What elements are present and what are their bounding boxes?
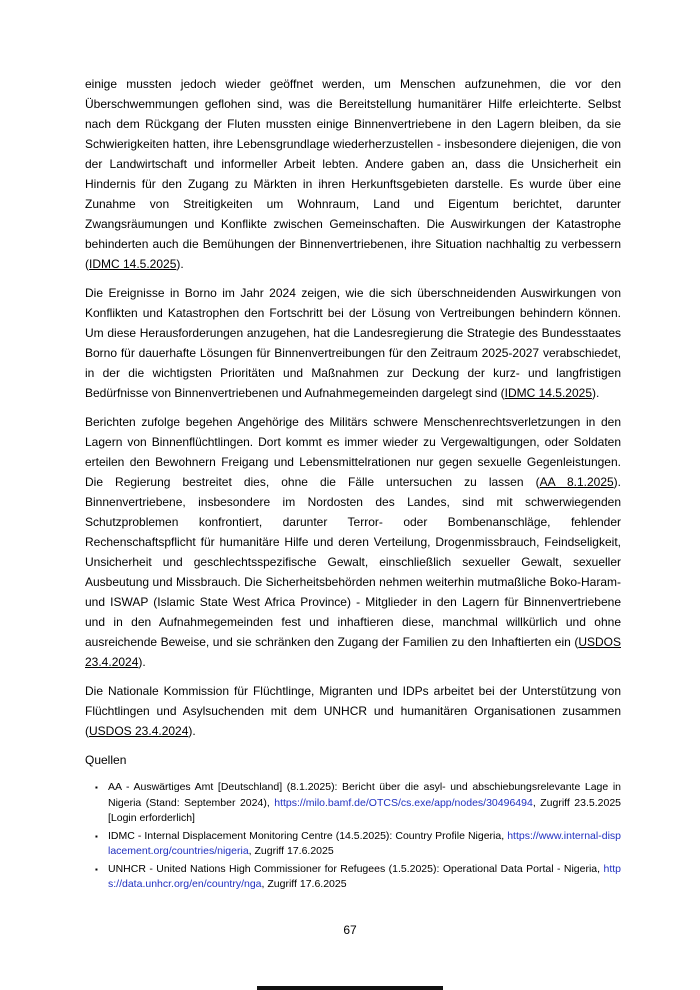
page-content bbox=[85, 74, 621, 895]
citation-link[interactable]: AA 8.1.2025 bbox=[539, 475, 614, 489]
paragraph: Die Nationale Kommission für Flüchtlinge, Migranten und IDPs arbeitet bei der Unterstützung von Flüchtlingen und Asylsuchenden mit dem UNHCR und humanitären Organisationen zusammen (USDOS 23.4.2024). bbox=[85, 684, 621, 738]
paragraph: einige mussten jedoch wieder geöffnet werden, um Menschen aufzunehmen, die vor den Überschwemmungen geflohen sind, was die Bereitstellung humanitärer Hilfe erleichterte. Selbst nach dem Rückgang der Fluten mussten einige Binnenvertriebene in den Lagern bleiben, da sie Schwierigkeiten hatten, ihre Lebensgrundlage wiederherzustellen - insbesondere diejenigen, die von der Landwirtschaft und informeller Arbeit lebten. Andere gaben an, dass die Unsicherheit ein Hindernis für den Zugang zu Märkten in ihren Herkunftsgebieten darstelle. Es wurde über eine Zunahme von Streitigkeiten um Wohnraum, Land und Eigentum berichtet, darunter Zwangsräumungen und Konflikte zwischen Gemeinschaften. Die Auswirkungen der Katastrophe behinderten auch die Bemühungen der Binnenvertriebenen, ihre Situation nachhaltig zu verbessern (IDMC 14.5.2025). bbox=[85, 77, 621, 271]
citation-link[interactable]: USDOS 23.4.2024 bbox=[89, 724, 189, 738]
bottom-edge-bar bbox=[257, 986, 443, 990]
square-bullet-icon: ▪ bbox=[95, 864, 98, 874]
external-link[interactable]: https://milo.bamf.de/OTCS/cs.exe/app/nodes/30496494 bbox=[274, 796, 533, 809]
sources-heading: Quellen bbox=[85, 753, 127, 767]
citation-link[interactable]: IDMC 14.5.2025 bbox=[89, 257, 177, 271]
source-list bbox=[95, 780, 621, 893]
external-link[interactable]: https://data.unhcr.org/en/country/nga bbox=[108, 862, 621, 890]
source-item: ▪ IDMC - Internal Displacement Monitoring Centre (14.5.2025): Country Profile Nigeria, https://www.internal-displacement.org/countries/nigeria, Zugriff 17.6.2025 bbox=[95, 829, 621, 857]
body-paragraphs bbox=[85, 74, 621, 741]
paragraph: Die Ereignisse in Borno im Jahr 2024 zeigen, wie die sich überschneidenden Auswirkungen von Konflikten und Katastrophen den Fortschritt bei der Lösung von Vertreibungen behindern können. Um diese Herausforderungen anzugehen, hat die Landesregierung die Strategie des Bundesstaates Borno für dauerhafte Lösungen für Binnenvertreibungen für den Zeitraum 2025-2027 verabschiedet, in der die wichtigsten Prioritäten und Maßnahmen zur Deckung der kurz- und langfristigen Bedürfnisse von Binnenvertriebenen und Aufnahmegemeinden dargelegt sind (IDMC 14.5.2025). bbox=[85, 286, 621, 400]
external-link[interactable]: https://www.internal-displacement.org/countries/nigeria bbox=[108, 829, 621, 857]
square-bullet-icon: ▪ bbox=[95, 831, 98, 841]
source-item: ▪ UNHCR - United Nations High Commissioner for Refugees (1.5.2025): Operational Data Portal - Nigeria, https://data.unhcr.org/en/country/nga, Zugriff 17.6.2025 bbox=[95, 862, 621, 890]
source-item: ▪ AA - Auswärtiges Amt [Deutschland] (8.1.2025): Bericht über die asyl- und abschiebungsrelevante Lage in Nigeria (Stand: September 2024), https://milo.bamf.de/OTCS/cs.exe/app/nodes/30496494, Zugriff 23.5.2025 [Login erforderlich] bbox=[95, 781, 621, 824]
page-number: 67 bbox=[343, 923, 357, 937]
citation-link[interactable]: USDOS 23.4.2024 bbox=[85, 635, 621, 669]
citation-link[interactable]: IDMC 14.5.2025 bbox=[504, 386, 593, 400]
paragraph: Berichten zufolge begehen Angehörige des Militärs schwere Menschenrechtsverletzungen in den Lagern von Binnenflüchtlingen. Dort kommt es immer wieder zu Vergewaltigungen, oder Soldaten erteilen den Bewohnern Freigang und Lebensmittelrationen nur gegen sexuelle Gegenleistungen. Die Regierung bestreitet dies, ohne die Fälle untersuchen zu lassen (AA 8.1.2025). Binnenvertriebene, insbesondere im Nordosten des Landes, sind mit schwerwiegenden Schutzproblemen konfrontiert, darunter Terror- oder Bombenanschläge, fehlender Rechenschaftspflicht für humanitäre Hilfe und deren Verteilung, Drogenmissbrauch, Feindseligkeit, Unsicherheit und geschlechtsspezifische Gewalt, einschließlich sexueller Gewalt, sexueller Ausbeutung und Missbrauch. Die Sicherheitsbehörden nehmen weiterhin mutmaßliche Boko-Haram- und ISWAP (Islamic State West Africa Province) - Mitglieder in den Lagern für Binnenvertriebene und in den Aufnahmegemeinden fest und inhaftieren diese, manchmal willkürlich und ohne ausreichende Beweise, und sie schränken den Zugang der Familien zu den Inhaftierten ein (USDOS 23.4.2024). bbox=[85, 415, 622, 669]
square-bullet-icon: ▪ bbox=[95, 783, 98, 792]
